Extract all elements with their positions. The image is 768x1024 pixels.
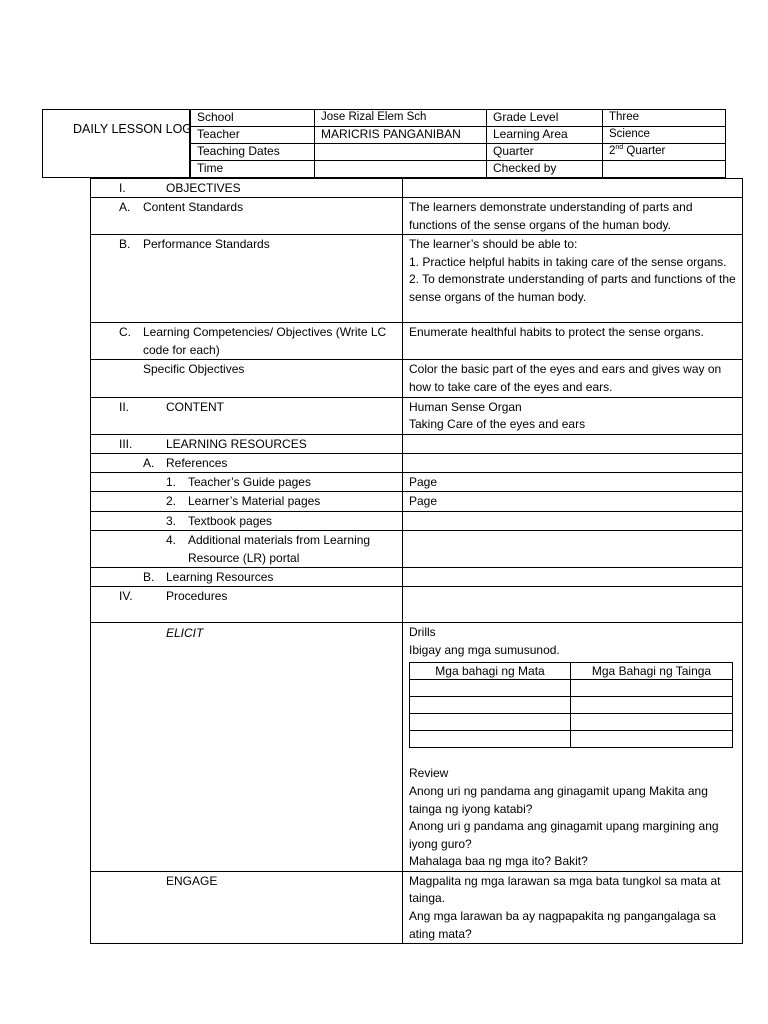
references-label: References [166,455,228,470]
drill-header-ears: Mga Bahagi ng Tainga [571,663,733,680]
review-heading: Review [409,766,449,781]
performance-line: The learner’s should be able to: [409,237,578,252]
drill-table-row [410,731,733,748]
drill-cell[interactable] [571,697,733,714]
header-row-school [191,110,726,127]
procedures-label: Procedures [166,589,228,604]
objectives-label: OBJECTIVES [166,181,241,195]
row-performance-standards [91,235,743,323]
lesson-log-table [90,178,743,944]
row-elicit [91,623,743,872]
learning-area-label: Learning Area [487,127,603,144]
specific-objectives-label: Specific Objectives [143,362,245,377]
drill-cell[interactable] [410,697,571,714]
lm-num: 2. [166,494,177,509]
row-teachers-guide [91,472,743,492]
row-content-standards [91,198,743,235]
checked-by-label: Checked by [487,161,603,178]
learning-area-value: Science [603,127,726,144]
drill-cell[interactable] [410,680,571,697]
drill-table-row [410,680,733,697]
time-value [315,161,487,178]
row-specific-objectives [91,360,743,397]
tg-num: 1. [166,474,177,489]
tg-label: Teacher’s Guide pages [188,474,311,489]
school-label: School [191,110,315,127]
drill-table-row [410,697,733,714]
add-num: 4. [166,532,177,547]
content-line: Human Sense Organ [409,399,522,414]
row-engage [91,871,743,943]
procedures-num: IV. [119,589,133,604]
row-procedures [91,587,743,623]
row-additional-materials [91,530,743,567]
checked-by-value [603,161,726,178]
competencies-num: C. [119,325,131,340]
header-row-teacher [191,127,726,144]
review-question: Anong uri g pandama ang ginagamit upang margining ang iyong guro? [409,819,719,851]
drill-table [409,662,733,748]
review-question: Anong uri ng pandama ang ginagamit upang Makita ang tainga ng iyong katabi? [409,783,708,816]
lr-label: Learning Resources [166,570,274,585]
performance-standards-value [403,235,743,323]
drills-heading: Drills [409,625,436,640]
lr-num: B. [143,570,155,585]
drill-cell[interactable] [571,680,733,697]
row-content [91,397,743,434]
doc-title-cell [42,109,193,178]
row-lr [91,568,743,587]
drill-cell[interactable] [571,731,733,748]
quarter-value: 2nd Quarter [603,144,726,161]
drill-table-header [410,663,733,680]
lm-label: Learner’s Material pages [188,494,321,509]
content-value [403,397,743,434]
drills-instruction: Ibigay ang mga sumusunod. [409,642,560,657]
teacher-label: Teacher [191,127,315,144]
tb-label: Textbook pages [188,513,273,528]
school-value: Jose Rizal Elem Sch [315,110,487,127]
lm-value: Page [403,492,743,512]
content-standards-num: A. [119,200,131,214]
header-row-time [191,161,726,178]
grade-level-value: Three [603,110,726,127]
tg-value: Page [403,472,743,492]
grade-level-label: Grade Level [487,110,603,127]
engage-line: Ang mga larawan ba ay nagpapakita ng pangangalaga sa ating mata? [409,909,716,941]
drill-cell[interactable] [410,731,571,748]
teaching-dates-value [315,144,487,161]
teacher-value: MARICRIS PANGANIBAN [315,127,487,144]
drill-header-eyes: Mga bahagi ng Mata [410,663,571,680]
doc-title: DAILY LESSON LOG [73,122,193,136]
references-num: A. [143,455,155,470]
performance-standards-label: Performance Standards [143,237,270,252]
objectives-num: I. [119,181,126,195]
performance-line: 2. To demonstrate understanding of parts and functions of the sense organs of the human body. [409,272,736,304]
drill-cell[interactable] [571,714,733,731]
content-standards-label: Content Standards [143,200,244,214]
row-references [91,453,743,472]
tb-num: 3. [166,513,177,528]
row-objectives [91,179,743,198]
content-num: II. [119,399,130,414]
row-learners-material [91,492,743,512]
row-learning-resources [91,434,743,453]
engage-line: Magpalita ng mga larawan sa mga bata tungkol sa mata at tainga. [409,873,721,906]
competencies-label: Learning Competencies/ Objectives (Write LC code for each) [143,325,387,357]
content-line: Taking Care of the eyes and ears [409,417,586,432]
content-label: CONTENT [166,399,224,414]
drill-table-row [410,714,733,731]
row-textbook [91,511,743,530]
time-label: Time [191,161,315,178]
specific-objectives-value: Color the basic part of the eyes and ears and gives way on how to take care of the eyes and ears. [403,360,743,397]
add-label: Additional materials from Learning Resource (LR) portal [188,532,371,565]
header-grid [190,109,726,178]
competencies-value: Enumerate healthful habits to protect the sense organs. [403,323,743,360]
content-standards-value: The learners demonstrate understanding of parts and functions of the sense organs of the human body. [403,198,743,235]
resources-label: LEARNING RESOURCES [166,436,307,451]
resources-num: III. [119,436,133,451]
review-question: Mahalaga baa ng mga ito? Bakit? [409,854,588,869]
drill-cell[interactable] [410,714,571,731]
elicit-content [403,623,743,872]
header-row-dates [191,144,726,161]
performance-line: 1. Practice helpful habits in taking care of the sense organs. [409,254,727,269]
engage-content [403,871,743,943]
performance-standards-num: B. [119,237,131,252]
elicit-label: ELICIT [166,626,204,641]
quarter-label: Quarter [487,144,603,161]
teaching-dates-label: Teaching Dates [191,144,315,161]
row-competencies [91,323,743,360]
engage-label: ENGAGE [166,873,218,888]
